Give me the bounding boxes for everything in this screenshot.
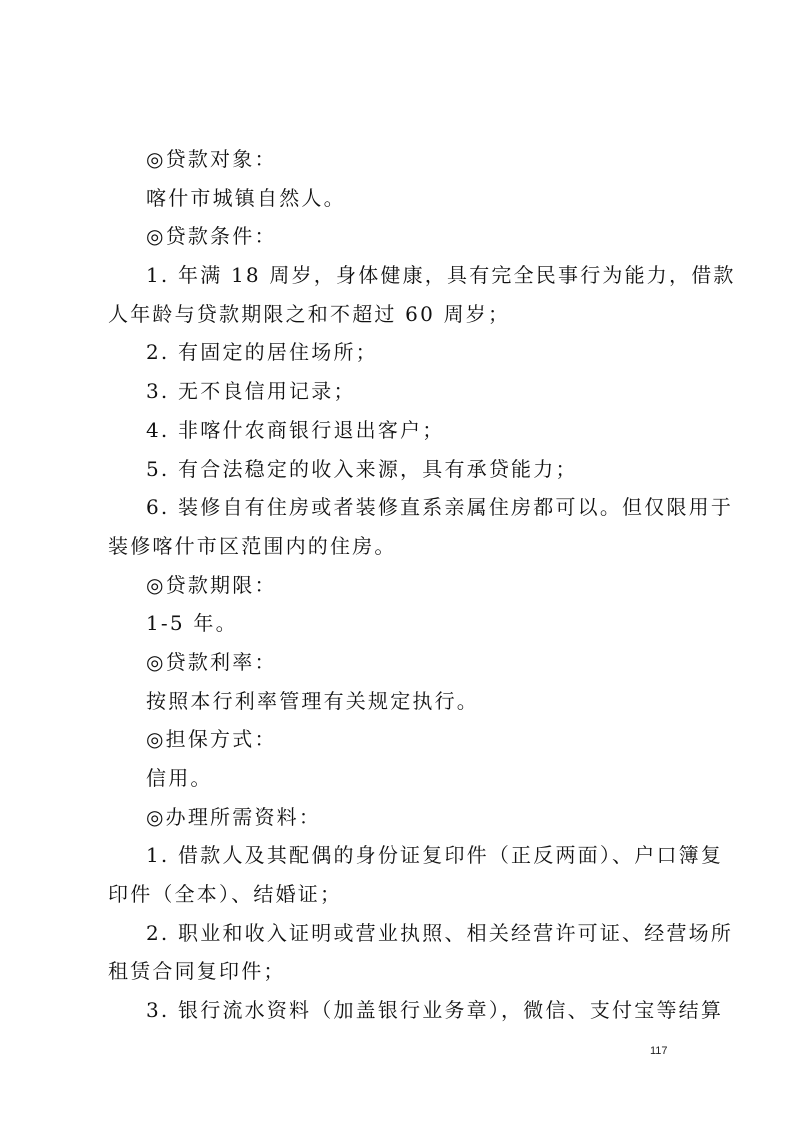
list-item-line: 2. 有固定的居住场所； — [146, 340, 378, 365]
section-heading-loan-term: ◎贷款期限： — [146, 572, 277, 597]
section-heading-loan-target: ◎贷款对象： — [146, 147, 277, 171]
paragraph-line: 喀什市城镇自然人。 — [146, 185, 346, 210]
paragraph-line: 1-5 年。 — [146, 611, 238, 636]
list-item-line: 3. 银行流水资料（加盖银行业务章），微信、支付宝等结算 — [146, 998, 724, 1023]
list-item-line: 1. 年满 18 周岁，身体健康，具有完全民事行为能力，借款 — [146, 263, 736, 288]
list-item-continuation: 租赁合同复印件； — [108, 959, 286, 984]
list-item-line: 2. 职业和收入证明或营业执照、相关经营许可证、经营场所 — [146, 920, 734, 945]
list-item-continuation: 人年龄与贷款期限之和不超过 60 周岁； — [108, 301, 511, 326]
paragraph-line: 信用。 — [146, 766, 213, 790]
document-body — [108, 140, 736, 1030]
list-item-line: 1. 借款人及其配偶的身份证复印件（正反两面）、户口簿复 — [146, 843, 724, 868]
section-heading-guarantee: ◎担保方式： — [146, 727, 277, 752]
list-item-line: 6. 装修自有住房或者装修直系亲属住房都可以。但仅限用于 — [146, 495, 734, 520]
section-heading-loan-conditions: ◎贷款条件： — [146, 224, 277, 249]
list-item-continuation: 印件（全本）、结婚证； — [108, 882, 343, 907]
list-item-line: 4. 非喀什农商银行退出客户； — [146, 417, 445, 442]
list-item-line: 3. 无不良信用记录； — [146, 379, 356, 404]
section-heading-required-materials: ◎办理所需资料： — [146, 804, 322, 829]
list-item-line: 5. 有合法稳定的收入来源，具有承贷能力； — [146, 456, 578, 481]
page-number: 117 — [650, 1045, 668, 1057]
section-heading-loan-rate: ◎贷款利率： — [146, 649, 277, 674]
list-item-continuation: 装修喀什市区范围内的住房。 — [108, 533, 397, 558]
paragraph-line: 按照本行利率管理有关规定执行。 — [146, 688, 479, 713]
